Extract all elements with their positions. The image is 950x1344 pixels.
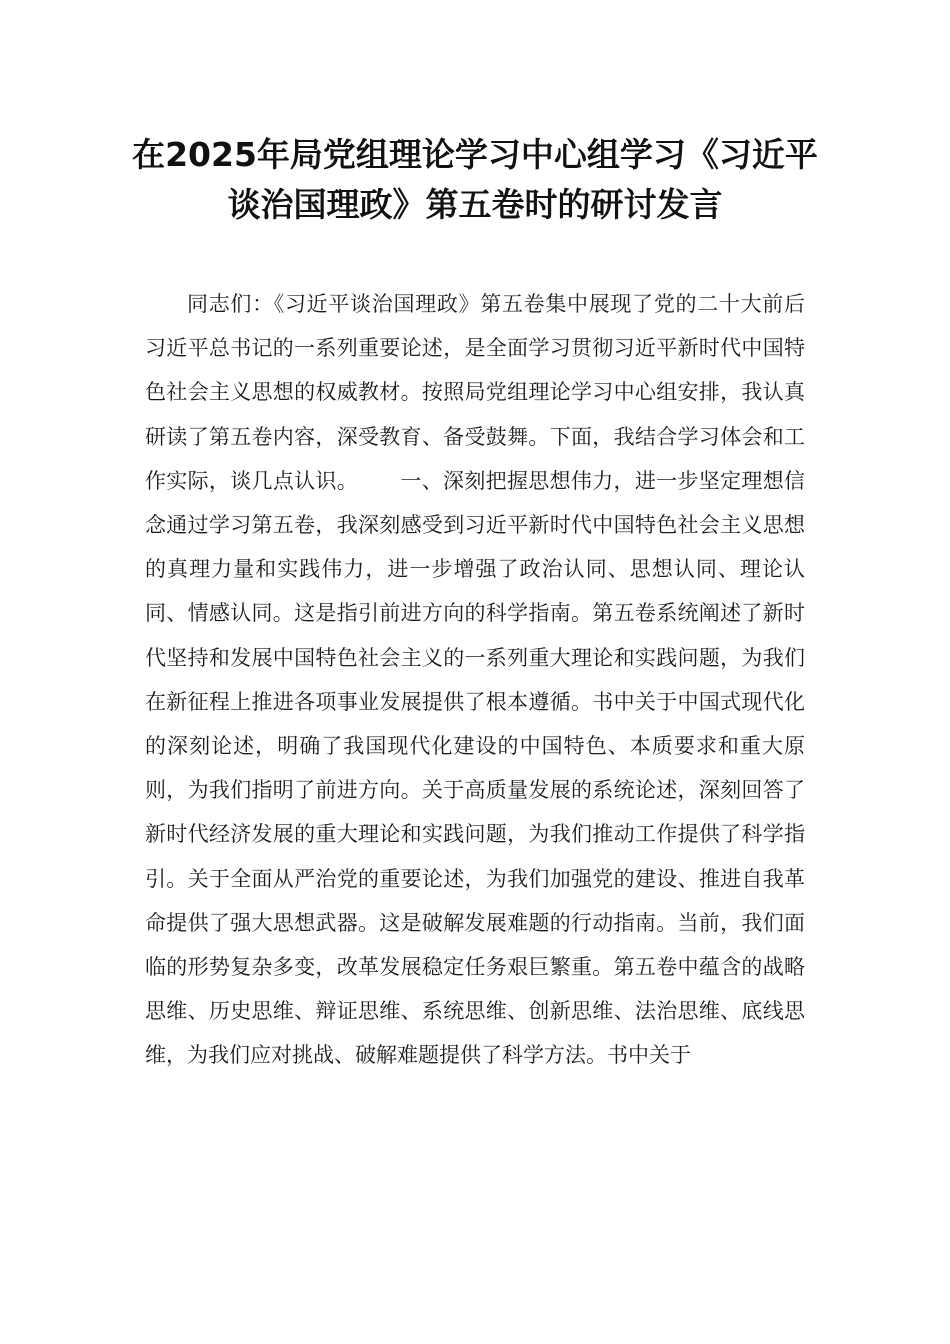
intro-paragraph: 同志们：《习近平谈治国理政》第五卷集中展现了党的二十大前后习近平总书记的一系列重要论述，是全面学习贯彻习近平新时代中国特色社会主义思想的权威教材。按照局党组理论学习中心组安排，我认真研读了第五卷内容，深受教育、备受鼓舞。下面，我结合学习体会和工作实际，谈几点认识。 <box>145 292 805 493</box>
document-title: 在2025年局党组理论学习中心组学习《习近平谈治国理政》第五卷时的研讨发言 <box>132 135 818 224</box>
document-body <box>145 282 805 1078</box>
section-one-paragraph: 一、深刻把握思想伟力，进一步坚定理想信念通过学习第五卷，我深刻感受到习近平新时代中国特色社会主义思想的真理力量和实践伟力，进一步增强了政治认同、思想认同、理论认同、情感认同。这是指引前进方向的科学指南。第五卷系统阐述了新时代坚持和发展中国特色社会主义的一系列重大理论和实践问题，为我们在新征程上推进各项事业发展提供了根本遵循。书中关于中国式现代化的深刻论述，明确了我国现代化建设的中国特色、本质要求和重大原则，为我们指明了前进方向。关于高质量发展的系统论述，深刻回答了新时代经济发展的重大理论和实践问题，为我们推动工作提供了科学指引。关于全面从严治党的重要论述，为我们加强党的建设、推进自我革命提供了强大思想武器。这是破解发展难题的行动指南。当前，我们面临的形势复杂多变，改革发展稳定任务艰巨繁重。第五卷中蕴含的战略思维、历史思维、辩证思维、系统思维、创新思维、法治思维、底线思维，为我们应对挑战、破解难题提供了科学方法。书中关于 <box>145 468 806 1068</box>
